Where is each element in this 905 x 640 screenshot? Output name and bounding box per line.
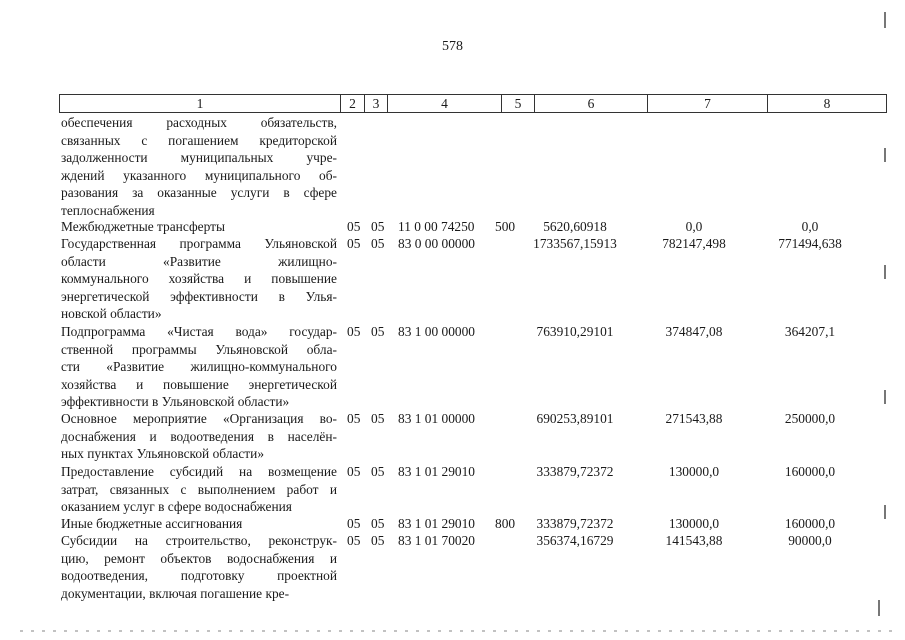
cell-c4: 83 1 01 29010	[398, 516, 475, 531]
description-line: хозяйства и повышение энергетической	[61, 376, 337, 392]
cell-c6: 333879,72372	[536, 516, 614, 531]
cell-c4: 11 0 00 74250	[398, 219, 475, 234]
header-col-5: 5	[502, 95, 535, 113]
row-description	[61, 323, 337, 411]
scan-mark	[884, 505, 886, 519]
description-line: Государственная программа Ульяновской	[61, 236, 337, 251]
cell-c2: 05	[347, 533, 361, 548]
cell-c4: 83 0 00 00000	[398, 236, 475, 251]
cell-c6: 356374,16729	[536, 533, 614, 548]
cell-c6: 5620,60918	[543, 219, 607, 234]
cell-c8: 0,0	[801, 219, 819, 234]
cell-c4: 83 1 01 29010	[398, 464, 475, 479]
description-line: ственной программы Ульяновской обла-	[61, 341, 337, 357]
scan-mark	[884, 390, 886, 404]
cell-c2: 05	[347, 516, 361, 531]
cell-c8: 364207,1	[784, 324, 836, 339]
row-description	[61, 463, 337, 516]
row-description	[61, 515, 337, 533]
cell-c5: 500	[495, 219, 516, 234]
cell-c8: 771494,638	[778, 236, 842, 251]
description-line: связанных с погашением кредиторской	[61, 132, 337, 148]
description-line: эффективности в Ульяновской области»	[61, 394, 290, 409]
cell-c3: 05	[371, 464, 385, 479]
cell-c4: 83 1 01 70020	[398, 533, 475, 548]
cell-c7: 374847,08	[665, 324, 723, 339]
scan-mark	[884, 148, 886, 162]
table-header	[59, 94, 887, 113]
row-description	[61, 532, 337, 602]
row-description	[61, 114, 337, 219]
description-line: Иные бюджетные ассигнования	[61, 516, 243, 531]
cell-c3: 05	[371, 411, 385, 426]
description-line: области «Развитие жилищно-	[61, 253, 337, 269]
row-description	[61, 410, 337, 463]
cell-c3: 05	[371, 324, 385, 339]
cell-c6: 690253,89101	[536, 411, 614, 426]
header-col-8: 8	[768, 95, 887, 113]
description-line: цию, ремонт объектов водоснабжения и	[61, 550, 337, 566]
cell-c2: 05	[347, 324, 361, 339]
description-line: Предоставление субсидий на возмещение	[61, 464, 337, 479]
description-line: водоотведения, подготовку проектной	[61, 568, 337, 583]
row-description	[61, 218, 337, 236]
description-line: Субсидии на строительство, реконструк-	[61, 533, 337, 548]
description-line: ных пунктах Ульяновской области»	[61, 446, 265, 461]
cell-c5: 800	[495, 516, 516, 531]
cell-c7: 0,0	[685, 219, 703, 234]
scan-mark	[878, 600, 880, 616]
cell-c7: 130000,0	[668, 464, 720, 479]
cell-c2: 05	[347, 464, 361, 479]
header-col-6: 6	[535, 95, 648, 113]
description-line: оказанием услуг в сфере водоснабжения	[61, 499, 292, 514]
cell-c2: 05	[347, 411, 361, 426]
cell-c3: 05	[371, 219, 385, 234]
header-col-2: 2	[341, 95, 365, 113]
cell-c2: 05	[347, 219, 361, 234]
row-description	[61, 235, 337, 323]
scan-mark	[884, 265, 886, 279]
cell-c7: 271543,88	[665, 411, 723, 426]
page-number: 578	[442, 39, 463, 54]
header-col-1: 1	[60, 95, 341, 113]
cell-c7: 141543,88	[665, 533, 723, 548]
cell-c8: 250000,0	[784, 411, 836, 426]
cell-c7: 130000,0	[668, 516, 720, 531]
cell-c4: 83 1 01 00000	[398, 411, 475, 426]
cell-c8: 90000,0	[788, 533, 832, 548]
cell-c6: 333879,72372	[536, 464, 614, 479]
description-line: энергетической эффективности в Улья-	[61, 288, 337, 304]
description-line: затрат, связанных с выполнением работ и	[61, 481, 337, 497]
description-line: Основное мероприятие «Организация во-	[61, 411, 337, 426]
header-col-3: 3	[365, 95, 388, 113]
description-line: сти «Развитие жилищно-коммунального	[61, 359, 337, 374]
description-line: разования за оказанные услуги в сфере	[61, 185, 337, 200]
description-line: коммунального хозяйства и повышение	[61, 271, 337, 286]
cell-c4: 83 1 00 00000	[398, 324, 475, 339]
cell-c8: 160000,0	[784, 516, 836, 531]
scan-mark	[884, 12, 886, 28]
description-line: документации, включая погашение кре-	[61, 585, 290, 601]
cell-c2: 05	[347, 236, 361, 251]
cell-c3: 05	[371, 533, 385, 548]
header-col-7: 7	[648, 95, 768, 113]
header-col-4: 4	[388, 95, 502, 113]
cell-c6: 1733567,15913	[533, 236, 617, 251]
description-line: доснабжения и водоотведения в населён-	[61, 428, 337, 444]
cell-c3: 05	[371, 516, 385, 531]
cell-c8: 160000,0	[784, 464, 836, 479]
description-line: Межбюджетные трансферты	[61, 219, 225, 234]
description-line: задолженности муниципальных учре-	[61, 150, 337, 165]
description-line: ждений указанного муниципального об-	[61, 167, 337, 183]
scan-edge	[20, 630, 900, 632]
description-line: Подпрограмма «Чистая вода» государ-	[61, 324, 337, 339]
description-line: новской области»	[61, 306, 162, 321]
description-line: теплоснабжения	[61, 202, 155, 218]
description-line: обеспечения расходных обязательств,	[61, 115, 337, 130]
cell-c6: 763910,29101	[536, 324, 614, 339]
cell-c3: 05	[371, 236, 385, 251]
cell-c7: 782147,498	[662, 236, 726, 251]
